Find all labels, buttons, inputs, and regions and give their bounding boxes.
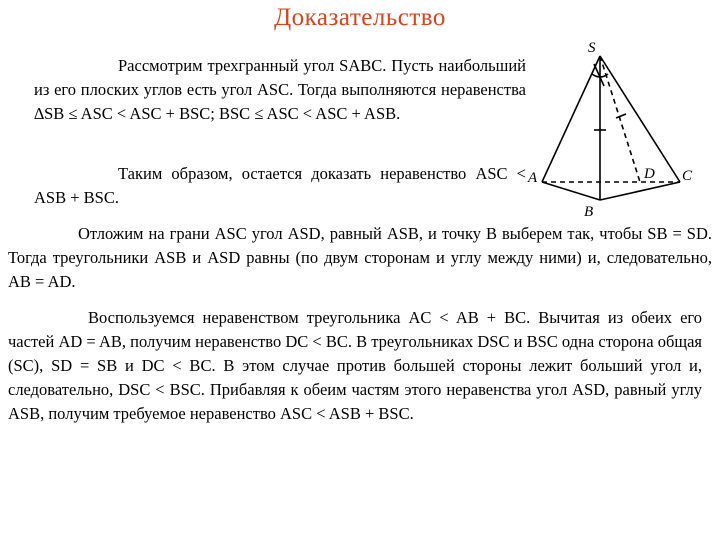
paragraph-remaining: Таким образом, остается доказать неравенство ASC < ASB + BSC. [34,164,526,207]
label-c: C [682,168,693,184]
edge-sa [542,56,600,182]
trihedral-angle-figure [526,36,702,220]
edge-cb [600,182,680,200]
edge-ab [542,182,600,200]
trihedral-angle-diagram [526,36,702,220]
label-d: D [644,166,655,182]
tick-sd [616,114,626,118]
edge-sc [600,56,680,182]
angle-mark [594,64,604,86]
paragraph-intro: Рассмотрим трехгранный угол SABC. Пусть наибольший из его плоских углов есть угол ASC. Тогда выполняются неравенства ∆SB ≤ ASC < ASC + BSC; BSC ≤ ASC < ASC + ASB. [34,56,526,123]
label-a: A [528,170,538,186]
slide-title: Доказательство [274,4,446,31]
paragraph-construction: Отложим на грани ASC угол ASD, равный ASB, и точку B выберем так, чтобы SB = SD. Тогда треугольники ASB и ASD равны (по двум сторонам и углу между ними) и, следовательно, AB = AD. [8,224,712,291]
label-s: S [588,40,596,56]
paragraph-conclusion: Воспользуемся неравенством треугольника AC < AB + BC. Вычитая из обеих его частей AD = AB, получим неравенство DC < BC. В треугольниках DSC и BSC одна сторона общая (SC), SD = SB и DC < BC. В этом случае против большей стороны лежит больший угол и, следовательно, DSC < BSC. Прибавляя к обеим частям этого неравенства угол ASD, равный углу ASB, получим требуемое неравенство ASC < ASB + BSC. [8,308,702,423]
label-b: B [584,204,594,220]
